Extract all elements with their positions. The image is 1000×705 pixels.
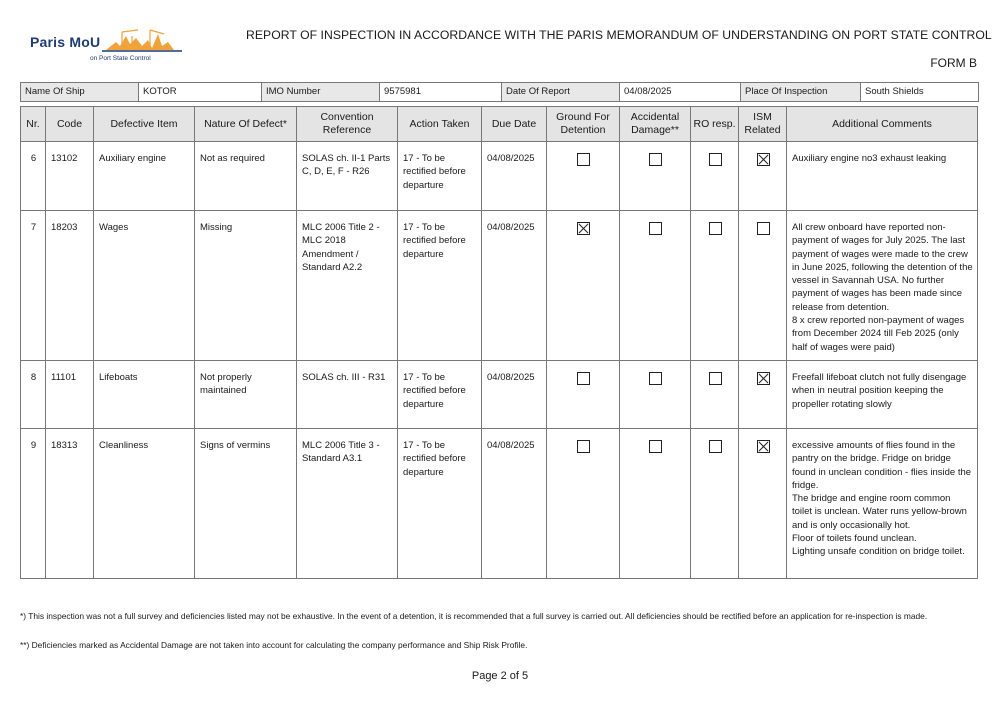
cell-item: Cleanliness: [94, 429, 195, 579]
ship-info-bar: [20, 82, 979, 102]
cell-nature: Not properly maintained: [195, 361, 297, 429]
cell-comments: Freefall lifeboat clutch not fully disengage when in neutral position keeping the propeller rotating slowly: [787, 361, 978, 429]
cell-nature: Missing: [195, 211, 297, 361]
col-due: Due Date: [482, 107, 547, 142]
footnote-1: *) This inspection was not a full survey and deficiencies listed may not be exhaustive. In the event of a detention, it is recommended that a full survey is carried out. All deficiencies should be rectified before an application for re-inspection is made.: [20, 611, 928, 621]
ro-checkbox: [709, 372, 722, 385]
ro-checkbox: [709, 222, 722, 235]
ro-checkbox: [709, 440, 722, 453]
ground-checkbox: [577, 440, 590, 453]
imo-label: IMO Number: [262, 83, 380, 101]
paris-mou-logo: [30, 28, 180, 68]
ism-checkbox: [757, 372, 770, 385]
cell-item: Lifeboats: [94, 361, 195, 429]
cell-code: 13102: [46, 142, 94, 211]
table-row: [21, 429, 978, 579]
accidental-checkbox: [649, 153, 662, 166]
cell-due: 04/08/2025: [482, 361, 547, 429]
date-value: 04/08/2025: [620, 83, 741, 101]
cell-action: 17 - To be rectified before departure: [398, 211, 482, 361]
ship-name-value: KOTOR: [139, 83, 262, 101]
place-label: Place Of Inspection: [741, 83, 861, 101]
col-code: Code: [46, 107, 94, 142]
table-row: [21, 142, 978, 211]
cell-due: 04/08/2025: [482, 429, 547, 579]
table-row: [21, 361, 978, 429]
cell-convention: SOLAS ch. III - R31: [297, 361, 398, 429]
place-value: South Shields: [865, 86, 924, 97]
ground-checkbox: [577, 222, 590, 235]
col-ro: RO resp.: [691, 107, 739, 142]
accidental-checkbox: [649, 372, 662, 385]
cell-nature: Signs of vermins: [195, 429, 297, 579]
cell-nr: 7: [21, 211, 46, 361]
cell-ro: [691, 361, 739, 429]
cell-item: Auxiliary engine: [94, 142, 195, 211]
cell-accidental: [620, 211, 691, 361]
cell-due: 04/08/2025: [482, 142, 547, 211]
cell-accidental: [620, 429, 691, 579]
cell-comments: All crew onboard have reported non-payment of wages for July 2025. The last payment of wages were made to the crew in June 2025, following the detention of the vessel in Savannah USA. No further payment of wages has been made since release from detention. 8 x crew reported non-payment of wages from December 2024 till Feb 2025 (only half of wages were paid): [787, 211, 978, 361]
ism-checkbox: [757, 222, 770, 235]
cell-ground: [547, 142, 620, 211]
cell-action: 17 - To be rectified before departure: [398, 429, 482, 579]
cell-accidental: [620, 142, 691, 211]
col-ground: Ground For Detention: [547, 107, 620, 142]
cell-ism: [739, 429, 787, 579]
cell-ism: [739, 211, 787, 361]
ism-checkbox: [757, 440, 770, 453]
ism-checkbox: [757, 153, 770, 166]
port-crane-icon: [102, 28, 182, 54]
cell-ro: [691, 429, 739, 579]
col-action: Action Taken: [398, 107, 482, 142]
cell-comments: excessive amounts of flies found in the pantry on the bridge. Fridge on bridge found in unclean condition - flies inside the fridge. The bridge and engine room common toilet is unclean. Water runs yellow-brown and is only occasionally hot. Floor of toilets found unclean. Lighting unsafe condition on bridge toilet.: [787, 429, 978, 579]
cell-comments: Auxiliary engine no3 exhaust leaking: [787, 142, 978, 211]
imo-value: 9575981: [380, 83, 502, 101]
cell-code: 18313: [46, 429, 94, 579]
form-label: FORM B: [930, 56, 977, 70]
cell-nr: 9: [21, 429, 46, 579]
table-header: [21, 107, 978, 142]
cell-ism: [739, 361, 787, 429]
col-accidental: Accidental Damage**: [620, 107, 691, 142]
deficiency-table: [20, 106, 978, 579]
cell-code: 11101: [46, 361, 94, 429]
ship-name-label: Name Of Ship: [21, 83, 139, 101]
page-number: Page 2 of 5: [471, 670, 529, 682]
cell-convention: SOLAS ch. II-1 Parts C, D, E, F - R26: [297, 142, 398, 211]
cell-nr: 6: [21, 142, 46, 211]
cell-convention: MLC 2006 Title 3 - Standard A3.1: [297, 429, 398, 579]
cell-ro: [691, 142, 739, 211]
col-convention: Convention Reference: [297, 107, 398, 142]
accidental-checkbox: [649, 440, 662, 453]
ground-checkbox: [577, 372, 590, 385]
cell-accidental: [620, 361, 691, 429]
col-comments: Additional Comments: [787, 107, 978, 142]
ground-checkbox: [577, 153, 590, 166]
footnote-2: **) Deficiencies marked as Accidental Damage are not taken into account for calculating the company performance and Ship Risk Profile.: [20, 640, 528, 650]
date-label: Date Of Report: [502, 83, 620, 101]
report-title: REPORT OF INSPECTION IN ACCORDANCE WITH THE PARIS MEMORANDUM OF UNDERSTANDING ON PORT STATE CONTROL: [246, 28, 992, 42]
col-nr: Nr.: [21, 107, 46, 142]
cell-ro: [691, 211, 739, 361]
cell-ground: [547, 361, 620, 429]
cell-nr: 8: [21, 361, 46, 429]
col-item: Defective Item: [94, 107, 195, 142]
accidental-checkbox: [649, 222, 662, 235]
cell-ground: [547, 429, 620, 579]
cell-code: 18203: [46, 211, 94, 361]
cell-action: 17 - To be rectified before departure: [398, 361, 482, 429]
cell-item: Wages: [94, 211, 195, 361]
logo-subtitle: on Port State Control: [90, 55, 151, 62]
cell-action: 17 - To be rectified before departure: [398, 142, 482, 211]
cell-nature: Not as required: [195, 142, 297, 211]
cell-convention: MLC 2006 Title 2 - MLC 2018 Amendment / Standard A2.2: [297, 211, 398, 361]
ro-checkbox: [709, 153, 722, 166]
cell-ground: [547, 211, 620, 361]
logo-text: Paris MoU: [30, 34, 101, 50]
col-ism: ISM Related: [739, 107, 787, 142]
cell-due: 04/08/2025: [482, 211, 547, 361]
cell-ism: [739, 142, 787, 211]
col-nature: Nature Of Defect*: [195, 107, 297, 142]
table-row: [21, 211, 978, 361]
